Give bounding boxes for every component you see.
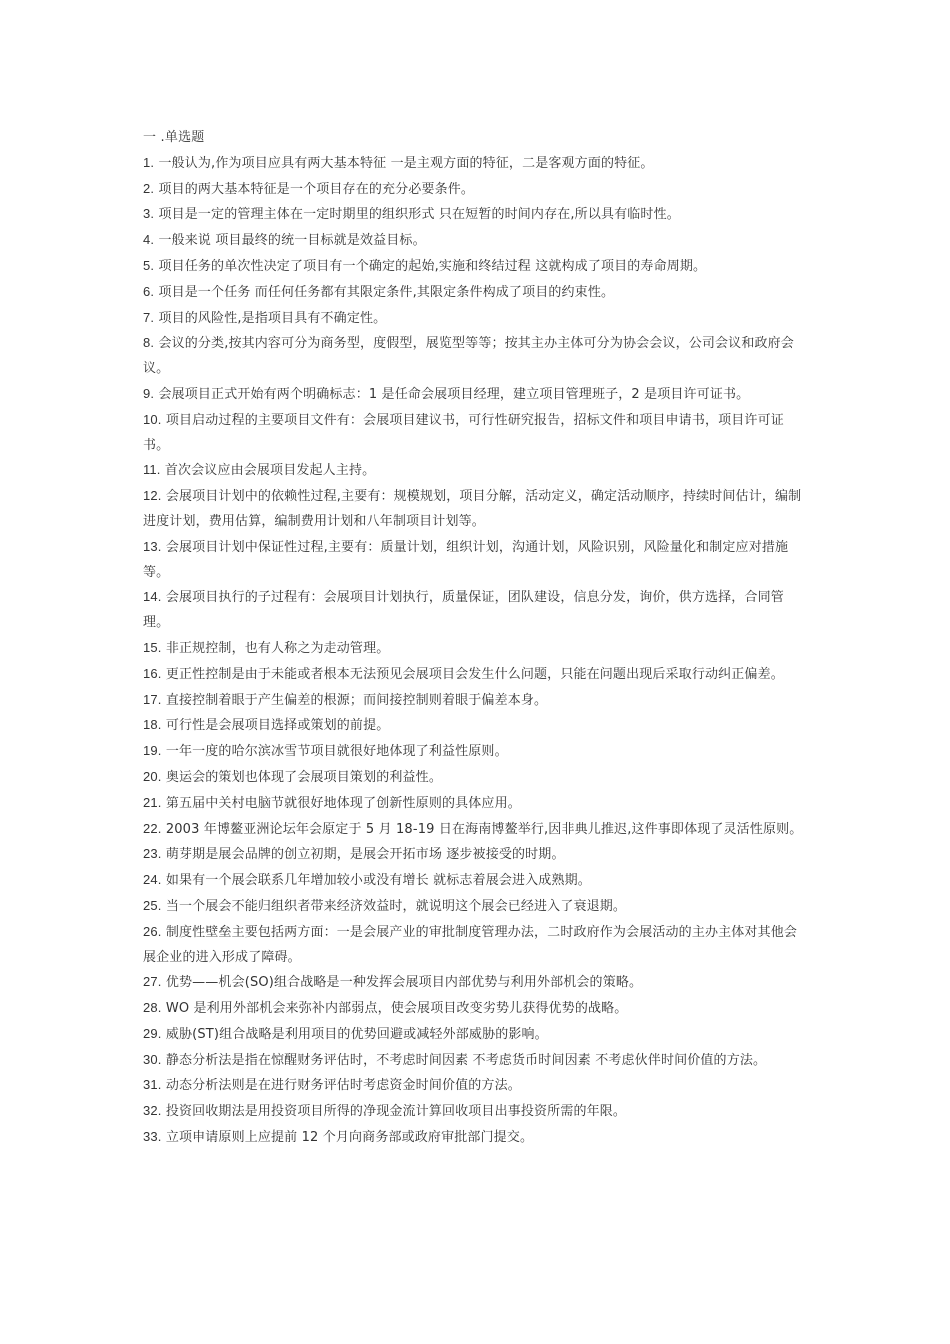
item-number: 27. — [143, 974, 162, 990]
item-text: 萌芽期是展会品牌的创立初期，是展会开拓市场 逐步被接受的时期。 — [165, 847, 565, 863]
question-list — [143, 151, 809, 1151]
item-number: 18. — [143, 717, 162, 733]
item-number: 31. — [143, 1077, 162, 1093]
item-text: 项目是一定的管理主体在一定时期里的组织形式 只在短暂的时间内存在,所以具有临时性。 — [158, 207, 680, 223]
item-text: 会展项目正式开始有两个明确标志：1 是任命会展项目经理，建立项目管理班子，2 是项目许可证书。 — [158, 386, 750, 402]
item-text: 项目启动过程的主要项目文件有：会展项目建议书，可行性研究报告，招标文件和项目申请书，项目许可证书。 — [143, 412, 784, 453]
list-item — [143, 408, 809, 459]
list-item — [143, 228, 809, 254]
item-number: 16. — [143, 665, 162, 681]
item-text: WO 是利用外部机会来弥补内部弱点，使会展项目改变劣势儿获得优势的战略。 — [165, 1001, 628, 1017]
list-item — [143, 382, 809, 408]
list-item — [143, 202, 809, 228]
item-text: 第五届中关村电脑节就很好地体现了创新性原则的具体应用。 — [165, 795, 521, 811]
item-text: 非正规控制，也有人称之为走动管理。 — [165, 640, 390, 656]
list-item — [143, 636, 809, 662]
item-text: 静态分析法是指在惊醒财务评估时，不考虑时间因素 不考虑货币时间因素 不考虑伙伴时间价值的方法。 — [165, 1052, 767, 1068]
list-item — [143, 662, 809, 688]
item-text: 首次会议应由会展项目发起人主持。 — [164, 463, 376, 479]
list-item — [143, 1022, 809, 1048]
item-number: 13. — [143, 538, 162, 554]
list-item — [143, 306, 809, 332]
item-number: 15. — [143, 639, 162, 655]
list-item — [143, 996, 809, 1022]
list-item — [143, 791, 809, 817]
item-text: 会展项目执行的子过程有：会展项目计划执行，质量保证，团队建设，信息分发，询价，供方选择，合同管理。 — [143, 590, 784, 631]
item-number: 32. — [143, 1103, 162, 1119]
item-number: 30. — [143, 1051, 162, 1067]
item-text: 项目的两大基本特征是一个项目存在的充分必要条件。 — [158, 181, 475, 197]
list-item — [143, 331, 809, 382]
list-item — [143, 765, 809, 791]
list-item — [143, 817, 809, 843]
list-item — [143, 535, 809, 586]
list-item — [143, 280, 809, 306]
list-item — [143, 151, 809, 177]
item-text: 奥运会的策划也体现了会展项目策划的利益性。 — [165, 769, 442, 785]
list-item — [143, 739, 809, 765]
item-text: 动态分析法则是在进行财务评估时考虑资金时间价值的方法。 — [165, 1078, 521, 1094]
item-text: 优势——机会(SO)组合战略是一种发挥会展项目内部优势与利用外部机会的策略。 — [165, 975, 643, 991]
list-item — [143, 254, 809, 280]
item-number: 22. — [143, 820, 162, 836]
item-number: 4. — [143, 232, 155, 248]
item-number: 6. — [143, 283, 155, 299]
item-text: 如果有一个展会联系几年增加较小或没有增长 就标志着展会进入成熟期。 — [165, 873, 591, 889]
item-text: 项目任务的单次性决定了项目有一个确定的起始,实施和终结过程 这就构成了项目的寿命周期。 — [158, 258, 707, 274]
list-item — [143, 868, 809, 894]
item-number: 11. — [143, 462, 161, 478]
item-text: 会展项目计划中的依赖性过程,主要有：规模规划，项目分解，活动定义，确定活动顺序，持续时间估计，编制进度计划，费用估算，编制费用计划和八年制项目计划等。 — [143, 489, 802, 529]
item-number: 10. — [143, 411, 162, 427]
item-text: 会议的分类,按其内容可分为商务型，度假型，展览型等等；按其主办主体可分为协会会议，公司会议和政府会议。 — [143, 336, 794, 377]
item-number: 29. — [143, 1025, 162, 1041]
item-text: 一年一度的哈尔滨冰雪节项目就很好地体现了利益性原则。 — [165, 744, 508, 760]
item-number: 2. — [143, 180, 155, 196]
item-number: 25. — [143, 897, 162, 913]
list-item — [143, 920, 809, 971]
item-text: 会展项目计划中保证性过程,主要有：质量计划，组织计划，沟通计划，风险识别，风险量化和制定应对措施等。 — [143, 539, 789, 580]
list-item — [143, 1048, 809, 1074]
item-text: 可行性是会展项目选择或策划的前提。 — [165, 718, 390, 734]
item-number: 1. — [143, 154, 155, 170]
list-item — [143, 177, 809, 203]
item-text: 一般来说 项目最终的统一目标就是效益目标。 — [158, 233, 426, 249]
item-number: 8. — [143, 335, 155, 351]
list-item — [143, 688, 809, 714]
section-heading: 一 .单选题 — [143, 130, 205, 145]
item-number: 26. — [143, 923, 162, 939]
item-number: 33. — [143, 1129, 162, 1145]
item-number: 17. — [143, 691, 162, 707]
item-text: 威胁(ST)组合战略是利用项目的优势回避或减轻外部威胁的影响。 — [165, 1026, 548, 1042]
item-text: 2003 年博鳌亚洲论坛年会原定于 5 月 18-19 日在海南博鳌举行,因非典儿推迟,这件事即体现了灵活性原则。 — [165, 821, 803, 837]
item-text: 项目的风险性,是指项目具有不确定性。 — [158, 310, 387, 326]
list-item — [143, 484, 809, 535]
item-text: 投资回收期法是用投资项目所得的净现金流计算回收项目出事投资所需的年限。 — [165, 1104, 627, 1120]
item-text: 制度性壁垒主要包括两方面：一是会展产业的审批制度管理办法，二时政府作为会展活动的主办主体对其他会展企业的进入形成了障碍。 — [143, 924, 798, 965]
item-number: 28. — [143, 1000, 162, 1016]
item-text: 一般认为,作为项目应具有两大基本特征 一是主观方面的特征，二是客观方面的特征。 — [158, 155, 654, 171]
item-text: 当一个展会不能归组织者带来经济效益时，就说明这个展会已经进入了衰退期。 — [165, 898, 627, 914]
list-item — [143, 970, 809, 996]
item-text: 项目是一个任务 而任何任务都有其限定条件,其限定条件构成了项目的约束性。 — [158, 284, 615, 300]
list-item — [143, 1073, 809, 1099]
list-item — [143, 894, 809, 920]
item-number: 21. — [143, 794, 162, 810]
list-item — [143, 1125, 809, 1151]
item-text: 更正性控制是由于未能或者根本无法预见会展项目会发生什么问题，只能在问题出现后采取行动纠正偏差。 — [165, 666, 784, 682]
list-item — [143, 713, 809, 739]
item-number: 23. — [143, 846, 162, 862]
item-number: 24. — [143, 872, 162, 888]
document-body — [143, 126, 809, 1151]
item-text: 立项申请原则上应提前 12 个月向商务部或政府审批部门提交。 — [165, 1130, 534, 1146]
item-number: 5. — [143, 257, 155, 273]
item-number: 7. — [143, 309, 155, 325]
list-item — [143, 1099, 809, 1125]
item-number: 19. — [143, 743, 162, 759]
item-number: 20. — [143, 768, 162, 784]
item-number: 3. — [143, 206, 155, 222]
item-number: 9. — [143, 385, 155, 401]
item-number: 14. — [143, 589, 162, 605]
list-item — [143, 585, 809, 636]
list-item — [143, 458, 809, 484]
item-number: 12. — [143, 488, 162, 504]
list-item — [143, 842, 809, 868]
item-text: 直接控制着眼于产生偏差的根源；而间接控制则着眼于偏差本身。 — [165, 692, 548, 708]
